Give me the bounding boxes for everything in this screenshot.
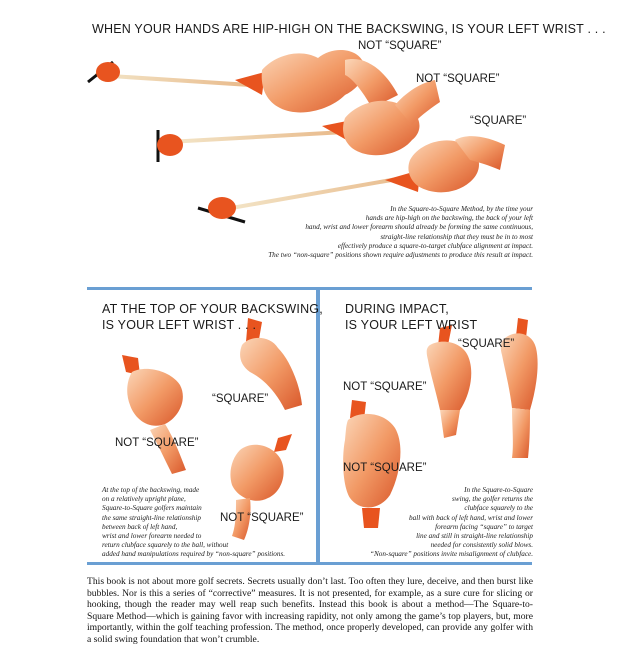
label-not-square-6: NOT “SQUARE” (343, 462, 427, 474)
caption-line: line and still in straight-line relationship (416, 532, 533, 541)
caption-line: on a relatively upright plane, (102, 495, 186, 504)
heading-line: AT THE TOP OF YOUR BACKSWING, (102, 302, 323, 316)
heading-line: IS YOUR LEFT WRIST (345, 318, 478, 332)
left-panel-heading (102, 301, 323, 333)
caption-line: straight-line relationship that they must be in to most (380, 232, 533, 241)
caption-line: ball with back of left hand, wrist and lower (409, 513, 533, 522)
caption-line: The two “non-square” positions shown require adjustments to produce this result at impact. (268, 251, 533, 260)
left-panel-caption (102, 486, 317, 560)
caption-line: Square-to-Square golfers maintain (102, 504, 202, 513)
heading-line: IS YOUR LEFT WRIST . . . (102, 318, 257, 332)
caption-line: effectively produce a square-to-target clubface alignment at impact. (337, 241, 533, 250)
label-square-3: “SQUARE” (458, 338, 515, 350)
label-not-square-4: NOT “SQUARE” (220, 512, 304, 524)
caption-line: wrist and lower forearm needed to (102, 532, 202, 541)
label-not-square-5: NOT “SQUARE” (343, 381, 427, 393)
right-panel-caption (340, 486, 533, 560)
body-paragraph: This book is not about more golf secrets. Secrets usually don’t last. Too often they lure, deceive, and then burst like bubbles. Nor is this a series of “corrective” measures. It is not presented, for example, as a sure cure for slicing or hooking, though the reader may well reap such benefits. Instead this book is about a method—The Square-to-Square Method—which is gaining favor with increasing rapidity, not only among the game’s top players, but, more importantly, within the golf teaching profession. The method, once properly developed, can provide any golfer with a solid swing foundation that won’t crumble. (87, 576, 533, 645)
label-not-square-2: NOT “SQUARE” (416, 73, 500, 85)
caption-line: hands are hip-high on the backswing, the back of your left (365, 214, 533, 223)
caption-line: “Non-square” positions invite misalignment of clubface. (369, 550, 533, 559)
top-caption (215, 205, 533, 260)
caption-line: needed for consistently solid blows. (430, 541, 533, 550)
caption-line: At the top of the backswing, made (102, 486, 200, 494)
caption-line: added hand manipulations required by “non-square” positions. (102, 550, 286, 559)
caption-line: In the Square-to-Square Method, by the time your (390, 205, 533, 213)
caption-line: return clubface squarely to the ball, without (102, 541, 229, 550)
caption-line: In the Square-to-Square (464, 486, 533, 494)
top-heading: WHEN YOUR HANDS ARE HIP-HIGH ON THE BACKSWING, IS YOUR LEFT WRIST . . . (92, 22, 606, 36)
label-not-square-3: NOT “SQUARE” (115, 437, 199, 449)
right-panel-heading (345, 301, 477, 333)
heading-line: DURING IMPACT, (345, 302, 449, 316)
caption-line: between back of left hand, (102, 522, 178, 531)
label-square-1: “SQUARE” (470, 115, 527, 127)
club-illustration-2 (157, 120, 352, 162)
label-square-2: “SQUARE” (212, 393, 269, 405)
club-illustration-1 (88, 62, 265, 95)
caption-line: hand, wrist and lower forearm should already be forming the same continuous, (305, 223, 533, 232)
horizontal-divider-bottom (87, 562, 532, 565)
horizontal-divider-top (87, 287, 532, 290)
caption-line: swing, the golfer returns the (452, 495, 533, 504)
caption-line: clubface squarely to the (464, 504, 533, 513)
hand-illustration-top-not-square-1 (122, 355, 186, 474)
caption-line: the same straight-line relationship (102, 513, 201, 522)
label-not-square-1: NOT “SQUARE” (358, 40, 442, 52)
caption-line: forearm facing “square” to target (435, 522, 533, 531)
hand-illustration-3 (408, 136, 505, 192)
